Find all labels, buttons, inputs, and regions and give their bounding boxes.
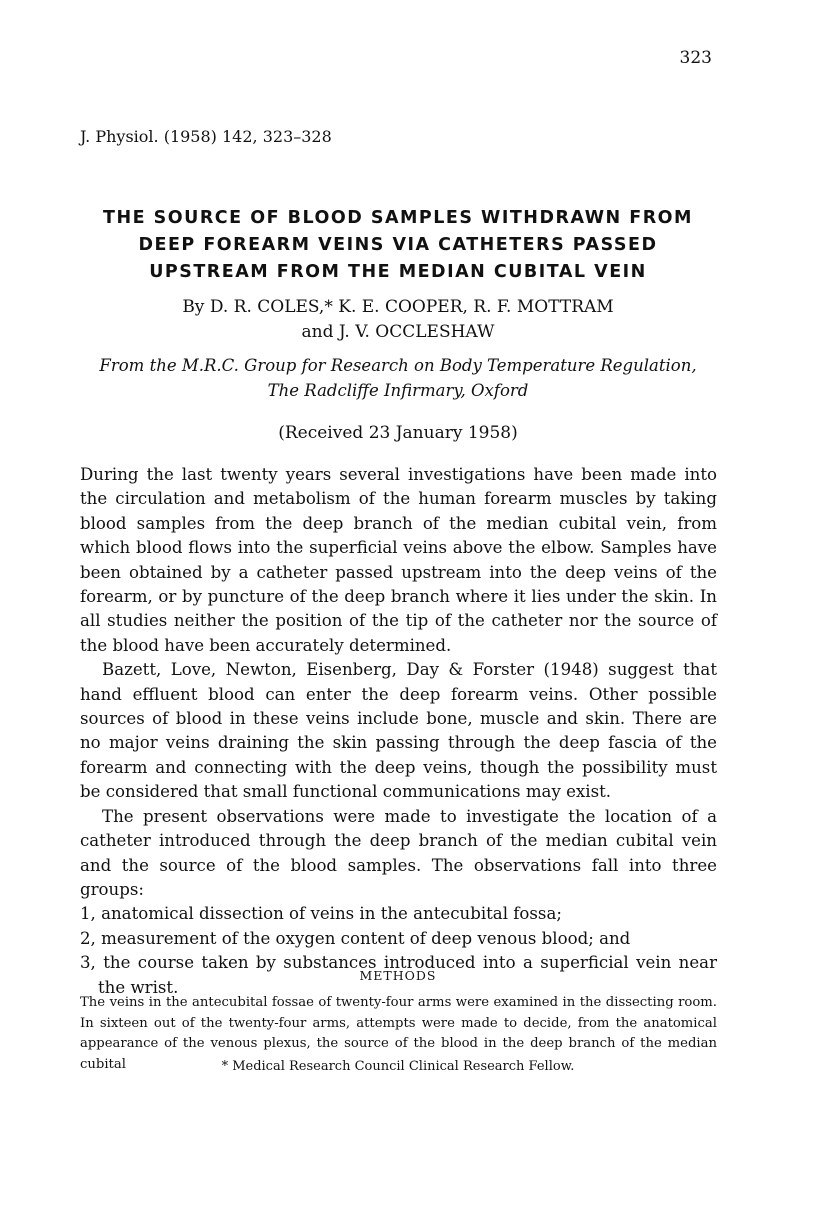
footnote: * Medical Research Council Clinical Research Fellow. [221,1059,575,1074]
body-text [80,463,717,1000]
methods-heading: METHODS [359,968,437,983]
paragraph-2: Bazett, Love, Newton, Eisenberg, Day & Forster (1948) suggest that hand effluent blood can enter the deep forearm veins. Other possible sources of blood in these veins include bone, muscle and skin. There are no major veins draining the skin passing through the deep fascia of the forearm and connecting with the deep veins, though the possibility must be considered that small functional communications may exist. [80,660,717,802]
affiliation [80,353,716,403]
paragraph-1: During the last twenty years several investigations have been made into the circulation and metabolism of the human forearm muscles by taking blood samples from the deep branch of the median cubital vein, from which blood flows into the superficial veins above the elbow. Samples have been obtained by a catheter passed upstream into the deep veins of the forearm, or by puncture of the deep branch where it lies under the skin. In all studies neither the position of the tip of the catheter nor the source of the blood have been accurately determined. [80,465,717,655]
author-list [80,295,716,345]
page-number: 323 [679,48,712,68]
authors-line-1: By D. R. COLES,* K. E. COOPER, R. F. MOTTRAM [182,297,614,317]
article-title [80,205,716,286]
methods-paragraph: The veins in the antecubital fossae of twenty-four arms were examined in the dissecting room. In sixteen out of the twenty-four arms, attempts were made to decide, from the anatomical appearance of the venous plexus, the source of the blood in the deep branch of the median cubital [80,995,717,1072]
list-item-2: 2, measurement of the oxygen content of deep venous blood; and [80,928,631,948]
title-line-1: THE SOURCE OF BLOOD SAMPLES WITHDRAWN FROM [103,208,693,228]
list-item-3: 3, the course taken by substances introduced into a superficial vein near the wrist. [80,953,717,997]
affiliation-line-1: From the M.R.C. Group for Research on Body Temperature Regulation, [99,356,697,375]
paragraph-3: The present observations were made to investigate the location of a catheter introduced through the deep branch of the median cubital vein and the source of the blood samples. The observations fall into three groups: [80,806,717,899]
received-date: (Received 23 January 1958) [278,423,518,443]
list-item-1: 1, anatomical dissection of veins in the antecubital fossa; [80,904,562,924]
title-line-2: DEEP FOREARM VEINS VIA CATHETERS PASSED [138,235,658,255]
affiliation-line-2: The Radcliffe Infirmary, Oxford [267,381,529,400]
authors-line-2: and J. V. OCCLESHAW [301,322,495,342]
title-line-3: UPSTREAM FROM THE MEDIAN CUBITAL VEIN [149,262,647,282]
journal-reference: J. Physiol. (1958) 142, 323–328 [80,127,332,146]
